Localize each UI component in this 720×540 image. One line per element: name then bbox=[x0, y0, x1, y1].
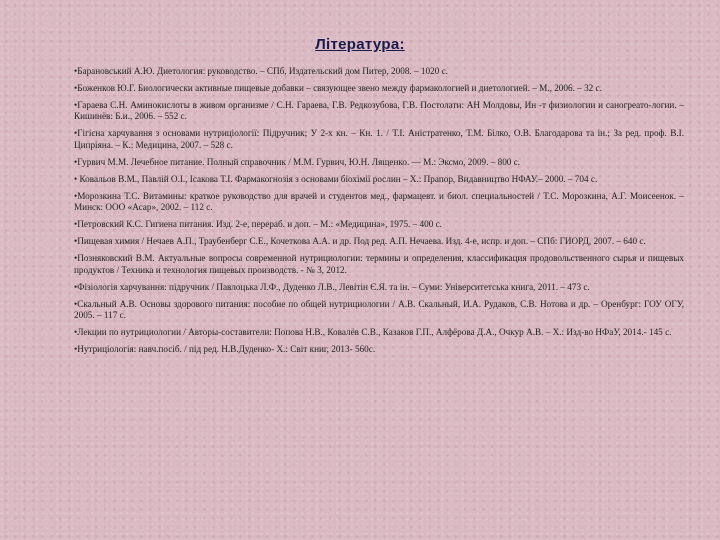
list-item: • Ковальов В.М., Павлій О.І., Ісакова Т.І. Фармакогнозія з основами біохімії рослин – Х.: Прапор, Видавництво НФАУ.– 2000. – 704 с. bbox=[74, 173, 598, 184]
list-item: •Гурвич М.М. Лечебное питание. Полный справочник / М.М. Гурвич, Ю.Н. Лященко. — М.: Эксмо, 2009. – 800 с. bbox=[74, 156, 521, 167]
list-item: •Нутриціологія: навч.посіб. / під ред. Н.В.Дуденко- Х.: Світ книг, 2013- 560с. bbox=[74, 344, 376, 355]
list-item: •Гігієна харчування з основами нутриціології: Підручник; У 2-х кн. – Кн. 1. / Т.І. Аністратенко, Т.М. Білко, О.В. Благодарова та ін.; За ред. проф. В.І. Ципріяна. – К.: Медицина, 2007. – 528 с. bbox=[74, 128, 684, 150]
list-item: •Гараева С.Н. Аминокислоты в живом организме / С.Н. Гараева, Г.В. Редкозубова, Г.В. Постолати: АН Молдовы, Ин -т физиологии и саногреато-логии. – Кишинёв: Б.и., 2006. – 552 с. bbox=[74, 100, 684, 122]
page-title: Література: bbox=[315, 36, 405, 53]
list-item: •Боженков Ю.Г. Биологически активные пищевые добавки – связующее звено между фармакологией и диетологией. – М., 2006. – 32 с. bbox=[74, 83, 602, 93]
reference-list bbox=[74, 66, 684, 361]
list-item: •Лекции по нутрициологии / Авторы-составители: Попова Н.В., Ковалёв С.В., Казаков Г.П., Алфёрова Д.А., Очкур А.В. – Х.: Изд-во НФаУ, 2014.- 145 с. bbox=[74, 327, 672, 338]
list-item: •Пищевая химия / Нечаев А.П., Траубенберг С.Е., Кочеткова А.А. и др. Под ред. А.П. Нечаева. Изд. 4-е, испр. и доп. – СПб: ГИОРД, 2007. – 640 с. bbox=[74, 236, 646, 247]
list-item: •Скальный А.В. Основы здорового питания: пособие по общей нутрициологии / А.В. Скальный, И.А. Рудаков, С.В. Нотова и др. – Оренбург: ГОУ ОГУ, 2005. – 117 с. bbox=[74, 298, 684, 321]
list-item: •Петровский К.С. Гигиена питания. Изд. 2-е, перераб. и доп. – М.: «Медицина», 1975. – 400 с. bbox=[74, 219, 442, 230]
list-item: •Фізіологія харчування: підручник / Павлоцька Л.Ф., Дуденко Л.В., Левітін Є.Я. та ін. – Суми: Університетська книга, 2011. – 473 с. bbox=[74, 281, 590, 292]
list-item: •Позняковский В.М. Актуальные вопросы современной нутрициологии: термины и определения, классификация продовольственного сырья и пищевых продуктов / Техника и технология пищевых производств. - № 3, 2012. bbox=[74, 253, 684, 275]
list-item: •Морозкина Т.С. Витамины: краткое руководство для врачей и студентов мед., фармацевт. и биол. специальностей / Т.С. Морозкина, А.Г. Моисеенок. – Минск: ООО «Асар», 2002. – 112 с. bbox=[74, 190, 684, 213]
list-item: •Барановський А.Ю. Диетология: руководство. – СПб, Издательский дом Питер, 2008. – 1020 с. bbox=[74, 66, 448, 76]
